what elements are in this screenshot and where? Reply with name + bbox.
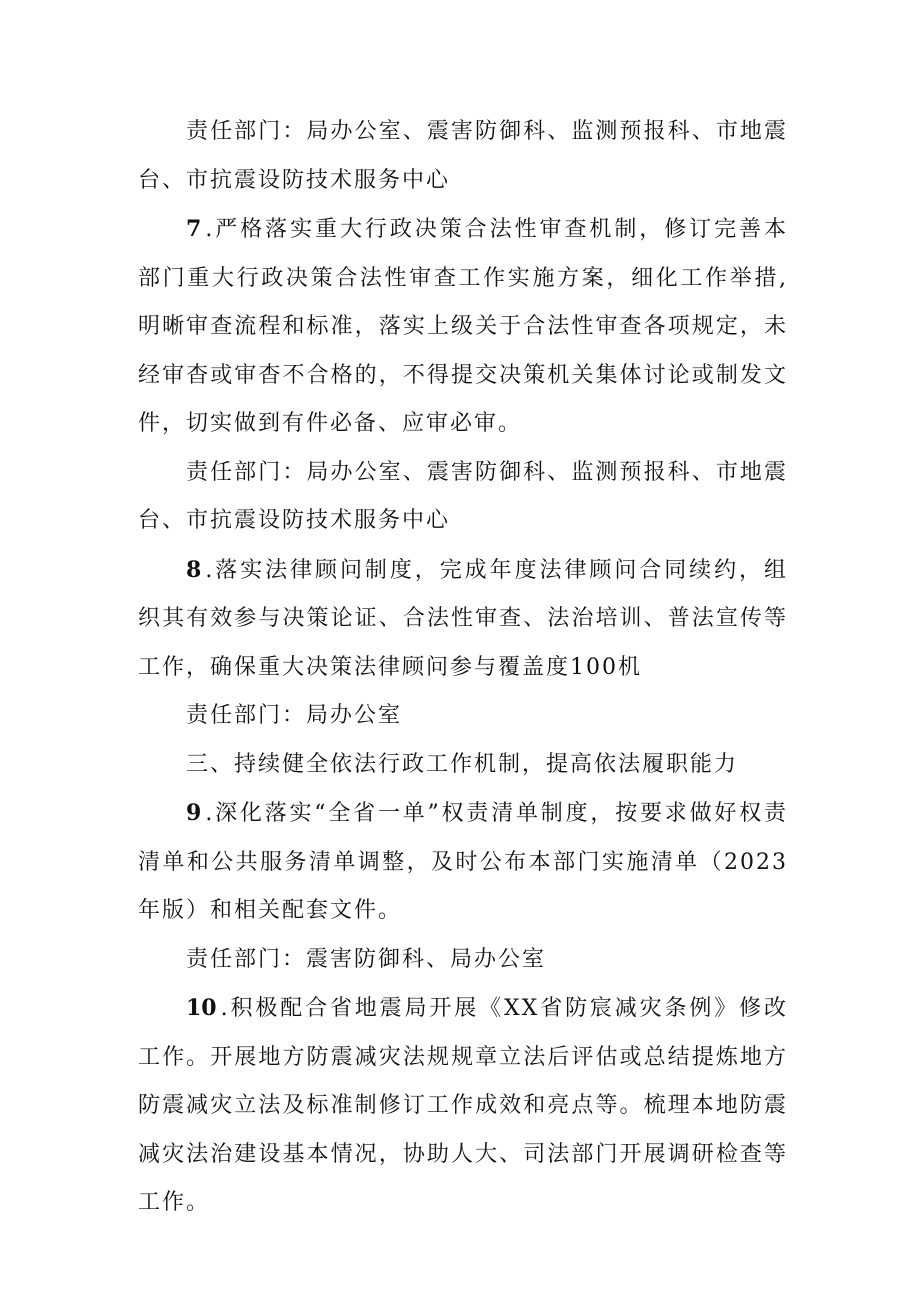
responsibility-paragraph xyxy=(138,936,788,985)
paragraph-text: 责任部门：局办公室、震害防御科、监测预报科、市地震台、市抗震设防技术服务中心 xyxy=(138,119,788,193)
item-number: 9 xyxy=(186,800,202,826)
section-heading xyxy=(138,741,788,790)
paragraph-text: .严格落实重大行政决策合法性审查机制，修订完善本部门重大行政决策合法性审查工作实施方案，细化工作举措,明晰审查流程和标准，落实上级关于合法性审查各项规定，未经审杳或审杳不合格的，不得提交决策机关集体讨论或制发文件，切实做到有件必备、应审必审。 xyxy=(138,217,788,436)
item-number: 7 xyxy=(186,216,202,242)
responsibility-paragraph xyxy=(138,692,788,741)
item-9-paragraph xyxy=(138,789,788,936)
item-number: 10 xyxy=(186,995,217,1021)
paragraph-text: .深化落实“全省一单”权责清单制度，按要求做好权责清单和公共服务清单调整，及时公布本部门实施清单（2023年版）和相关配套文件。 xyxy=(138,801,788,923)
item-number: 8 xyxy=(186,556,202,583)
item-8-paragraph xyxy=(138,546,788,693)
document-body xyxy=(138,108,788,1228)
paragraph-text: 责任部门：局办公室、震害防御科、监测预报科、市地震台、市抗震设防技术服务中心 xyxy=(138,459,788,533)
responsibility-paragraph xyxy=(138,108,788,205)
paragraph-text: 责任部门：震害防御科、局办公室 xyxy=(186,946,547,972)
responsibility-paragraph xyxy=(138,449,788,546)
item-10-paragraph xyxy=(138,984,788,1228)
paragraph-text: 三、持续健全依法行政工作机制，提高依法履职能力 xyxy=(186,751,739,777)
paragraph-text: 责任部门：局办公室 xyxy=(186,703,403,728)
paragraph-text: .积极配合省地震局开展《XX省防宸减灾条例》修改工作。开展地方防震减灾法规规章立法后评估或总结提炼地方防震减灾立法及标准制修订工作成效和亮点等。梳理本地防震减灾法治建设基本情况，协助人大、司法部门开展调研检查等工作。 xyxy=(138,996,788,1215)
item-7-paragraph xyxy=(138,205,788,449)
paragraph-text: .落实法律顾问制度，完成年度法律顾问合同续约，组织其有效参与决策论证、合法性审查、法治培训、普法宣传等工作，确保重大决策法律顾问参与覆盖度100机 xyxy=(138,557,788,680)
